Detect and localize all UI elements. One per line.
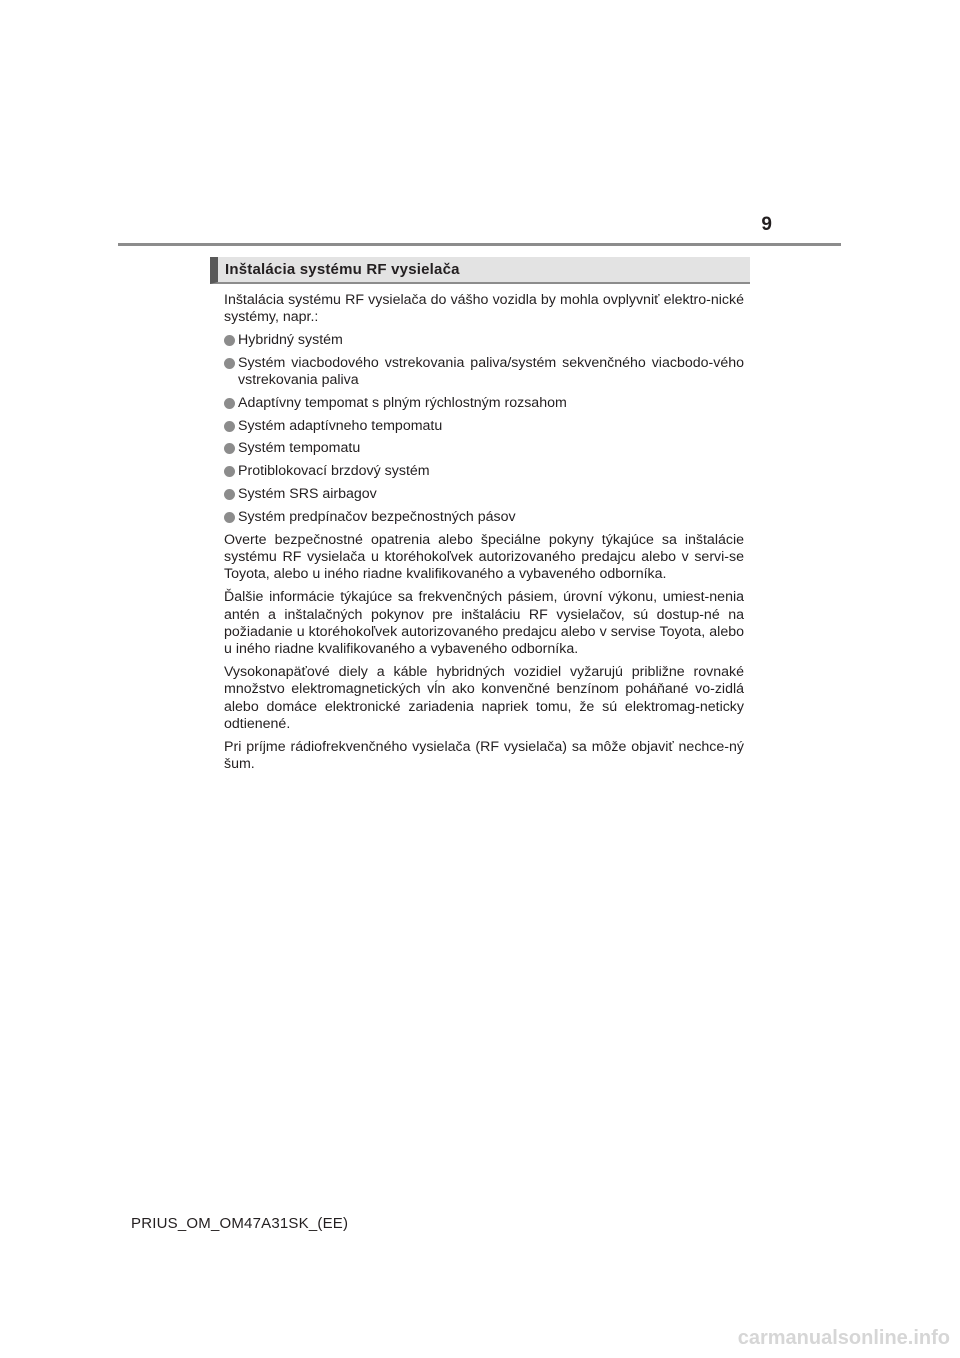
page-number: 9 (761, 214, 772, 235)
watermark: carmanualsonline.info (737, 1327, 950, 1349)
body-paragraph: Vysokonapäťové diely a káble hybridných vozidiel vyžarujú približne rovnaké množstvo elektromagnetických vĺn ako konvenčné benzínom poháňané vo-zidlá alebo domáce elektronické zariadenia napriek tomu, že sú elektromag-neticky odtienené. (224, 664, 744, 732)
intro-paragraph: Inštalácia systému RF vysielača do vášho vozidla by mohla ovplyvniť elektro-nické systémy, napr.: (224, 292, 744, 326)
header-rule (118, 243, 841, 246)
list-item: Systém adaptívneho tempomatu (224, 418, 744, 435)
bullet-dot-icon (224, 421, 235, 432)
list-item: Hybridný systém (224, 332, 744, 349)
bullet-dot-icon (224, 466, 235, 477)
list-item: Systém tempomatu (224, 440, 744, 457)
section-title: Inštalácia systému RF vysielača (225, 261, 460, 278)
body-paragraph: Pri príjme rádiofrekvenčného vysielača (RF vysielača) sa môže objaviť nechce-ný šum. (224, 738, 744, 773)
section-header (210, 257, 750, 284)
body-paragraph: Ďalšie informácie týkajúce sa frekvenčných pásiem, úrovní výkonu, umiest-nenia antén a inštalačných pokynov pre inštaláciu RF vysielačov, sú dostup-né na požiadanie u ktoréhokoľvek autorizovaného predajcu alebo v servise Toyota, alebo u iného riadne kvalifikovaného a vybaveného odborníka. (224, 589, 744, 657)
list-item: Systém predpínačov bezpečnostných pásov (224, 509, 744, 526)
affected-systems-list (224, 332, 744, 525)
bullet-dot-icon (224, 335, 235, 346)
list-item: Adaptívny tempomat s plným rýchlostným rozsahom (224, 395, 744, 412)
body-paragraph: Overte bezpečnostné opatrenia alebo špeciálne pokyny týkajúce sa inštalácie systému RF vysielača u ktoréhokoľvek autorizovaného predajcu alebo v servi-se Toyota, alebo u iného riadne kvalifikovaného a vybaveného odborníka. (224, 531, 744, 583)
bullet-dot-icon (224, 358, 235, 369)
bullet-dot-icon (224, 443, 235, 454)
footer-doc-code: PRIUS_OM_OM47A31SK_(EE) (131, 1215, 349, 1232)
list-item: Systém viacbodového vstrekovania paliva/systém sekvenčného viacbodo-vého vstrekovania paliva (224, 355, 744, 389)
content-body (224, 292, 744, 779)
bullet-dot-icon (224, 398, 235, 409)
bullet-dot-icon (224, 512, 235, 523)
list-item: Systém SRS airbagov (224, 486, 744, 503)
list-item: Protiblokovací brzdový systém (224, 463, 744, 480)
bullet-dot-icon (224, 489, 235, 500)
